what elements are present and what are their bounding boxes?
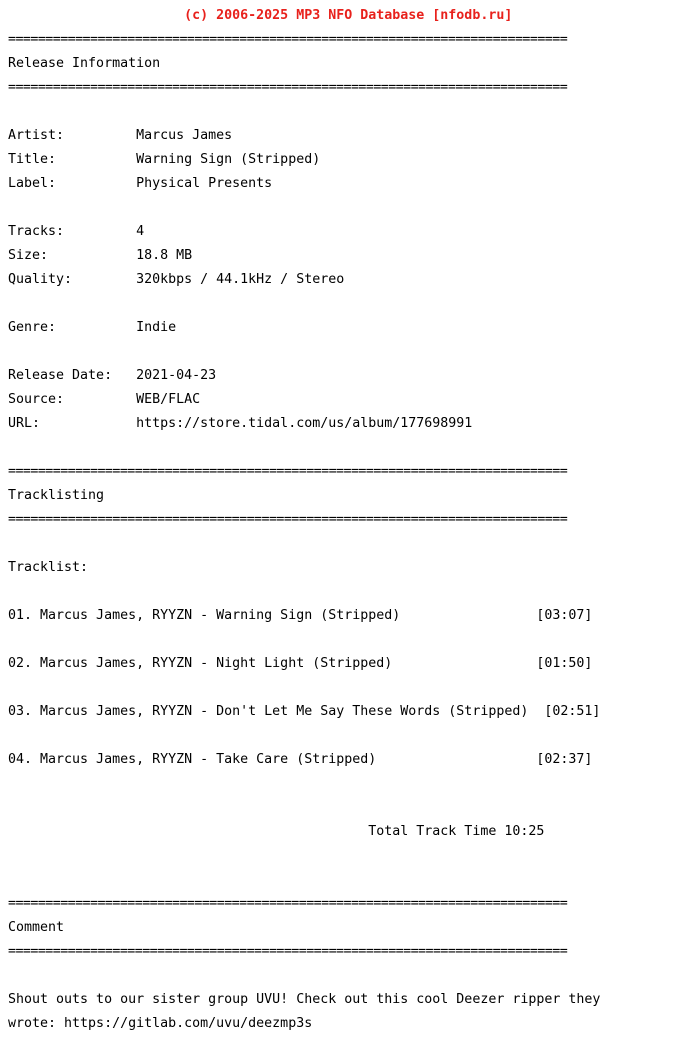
blank-line — [8, 202, 600, 214]
tracklist-heading: Tracklist: — [8, 560, 89, 575]
track-row: 01. Marcus James, RYYZN - Warning Sign (Stripped) [03:07] — [8, 608, 593, 623]
comment-line: Shout outs to our sister group UVU! Check out this cool Deezer ripper they — [8, 992, 601, 1007]
section-rule: =========================================================================== — [8, 512, 568, 527]
nfo-document — [8, 0, 600, 1042]
release-date: Release Date: 2021-04-23 — [8, 368, 217, 383]
nfodb-copyright-header: (c) 2006-2025 MP3 NFO Database [nfodb.ru] — [8, 8, 513, 23]
blank-line — [8, 538, 600, 550]
blank-line — [8, 778, 600, 790]
comment-line: wrote: https://gitlab.com/uvu/deezmp3s — [8, 1016, 313, 1031]
section-title-release-information: Release Information — [8, 56, 161, 71]
blank-line — [8, 682, 600, 694]
blank-line — [8, 850, 600, 862]
release-tracks: Tracks: 4 — [8, 224, 145, 239]
section-rule: =========================================================================== — [8, 32, 568, 47]
release-genre: Genre: Indie — [8, 320, 177, 335]
release-source: Source: WEB/FLAC — [8, 392, 201, 407]
blank-line — [8, 586, 600, 598]
blank-line — [8, 106, 600, 118]
release-size: Size: 18.8 MB — [8, 248, 193, 263]
track-row: 04. Marcus James, RYYZN - Take Care (Stripped) [02:37] — [8, 752, 593, 767]
section-rule: =========================================================================== — [8, 944, 568, 959]
section-rule: =========================================================================== — [8, 464, 568, 479]
release-label: Label: Physical Presents — [8, 176, 273, 191]
track-row: 03. Marcus James, RYYZN - Don't Let Me Say These Words (Stripped) [02:51] — [8, 704, 601, 719]
section-title-comment: Comment — [8, 920, 65, 935]
release-title: Title: Warning Sign (Stripped) — [8, 152, 321, 167]
section-rule: =========================================================================== — [8, 80, 568, 95]
blank-line — [8, 802, 600, 814]
blank-line — [8, 298, 600, 310]
blank-line — [8, 442, 600, 454]
blank-line — [8, 730, 600, 742]
release-url: URL: https://store.tidal.com/us/album/177698991 — [8, 416, 473, 431]
release-artist: Artist: Marcus James — [8, 128, 233, 143]
total-track-time: Total Track Time 10:25 — [8, 824, 545, 839]
blank-line — [8, 874, 600, 886]
track-row: 02. Marcus James, RYYZN - Night Light (Stripped) [01:50] — [8, 656, 593, 671]
section-title-tracklisting: Tracklisting — [8, 488, 105, 503]
section-rule: =========================================================================== — [8, 896, 568, 911]
release-quality: Quality: 320kbps / 44.1kHz / Stereo — [8, 272, 345, 287]
blank-line — [8, 346, 600, 358]
blank-line — [8, 970, 600, 982]
blank-line — [8, 634, 600, 646]
